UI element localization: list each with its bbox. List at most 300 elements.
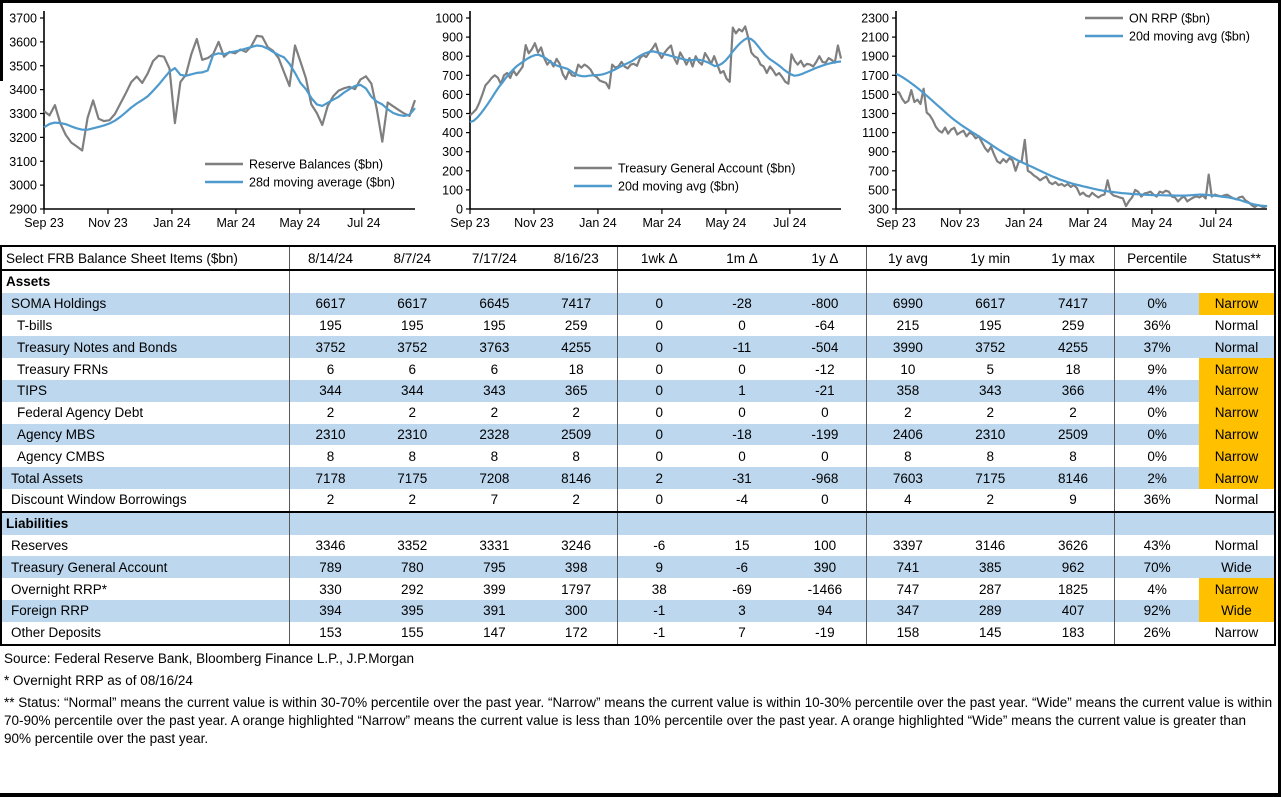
value-cell: -1: [617, 622, 700, 645]
legend-label: ON RRP ($bn): [1129, 11, 1211, 26]
y-tick-label: 3200: [9, 130, 37, 145]
value-cell: 287: [978, 581, 1002, 597]
value-cell: 780: [401, 559, 424, 575]
value-cell: 300: [564, 603, 588, 619]
y-tick-label: 700: [442, 68, 463, 83]
value-cell: 2: [867, 402, 949, 424]
value-cell: 8: [289, 445, 371, 467]
value-cell: 2: [617, 467, 700, 489]
table-row: [1, 315, 1275, 337]
percentile-cell: 4%: [1115, 380, 1199, 402]
y-tick-label: 0: [456, 202, 463, 217]
value-cell: 395: [401, 603, 424, 619]
value-cell: 0: [617, 336, 700, 358]
frame-edge: [0, 3, 3, 81]
table-row: [1, 622, 1275, 645]
x-tick-label: Jul 24: [773, 216, 807, 230]
x-tick-label: Jan 24: [579, 216, 617, 230]
table-row: [1, 445, 1275, 467]
column-header: 1y min: [949, 246, 1032, 270]
y-tick-label: 400: [442, 126, 463, 141]
value-cell: 0: [617, 358, 700, 380]
value-cell: 795: [483, 559, 506, 575]
row-label: Total Assets: [11, 470, 84, 486]
x-tick-label: Sep 23: [450, 216, 490, 230]
table-row: [1, 578, 1275, 600]
value-cell: 3346: [289, 535, 371, 557]
value-cell: [1032, 270, 1115, 293]
value-cell: 6617: [397, 296, 428, 312]
value-cell: 3763: [479, 339, 510, 355]
value-cell: -18: [732, 426, 752, 442]
value-cell: 344: [289, 380, 371, 402]
y-tick-label: 3100: [9, 154, 37, 169]
value-cell: -31: [732, 470, 752, 486]
y-tick-label: 3500: [9, 59, 37, 74]
table-header-row: [1, 246, 1275, 270]
value-cell: 15: [734, 537, 750, 553]
value-cell: -504: [811, 339, 839, 355]
status-cell: Narrow: [1199, 578, 1275, 600]
status-cell: Wide: [1221, 559, 1252, 575]
table-row: [1, 293, 1275, 315]
y-tick-label: 3600: [9, 35, 37, 50]
value-cell: -28: [732, 296, 752, 312]
y-tick-label: 1500: [861, 87, 889, 102]
status-cell: Narrow: [1199, 358, 1275, 380]
y-tick-label: 2300: [861, 11, 889, 26]
value-cell: [371, 270, 453, 293]
value-cell: 2310: [289, 424, 371, 446]
status-cell: Narrow: [1199, 402, 1275, 424]
percentile-cell: 0%: [1115, 424, 1199, 446]
percentile-cell: 9%: [1115, 358, 1199, 380]
status-cell: Narrow: [1214, 625, 1259, 641]
y-tick-label: 1100: [862, 126, 889, 141]
value-cell: 391: [483, 603, 506, 619]
value-cell: 153: [289, 622, 371, 645]
percentile-cell: 70%: [1115, 556, 1199, 578]
x-tick-label: May 24: [1131, 216, 1173, 230]
value-cell: 3752: [397, 339, 428, 355]
value-cell: -1: [617, 600, 700, 622]
value-cell: 2509: [561, 426, 592, 442]
value-cell: 0: [617, 402, 700, 424]
value-cell: 0: [738, 361, 746, 377]
value-cell: 4255: [561, 339, 592, 355]
value-cell: -199: [811, 426, 839, 442]
y-tick-label: 900: [868, 145, 889, 160]
value-cell: 343: [978, 383, 1002, 399]
legend-label: Reserve Balances ($bn): [249, 157, 384, 172]
value-cell: -6: [736, 559, 749, 575]
status-footnote: ** Status: “Normal” means the current value is within 30-70% percentile over the past year. “Narrow” means the current value is within 10-30% percentile over the past year. “Wide” means the current value is within 70-90% percentile over the past year. A orange highlighted “Narrow” means the current value is less than 10% percentile over the past year. A orange highlighted “Wide” means the current value is greater than 90% percentile over the past year.: [4, 694, 1273, 746]
value-cell: [867, 270, 949, 293]
status-cell: Narrow: [1199, 293, 1275, 315]
column-header: Status**: [1199, 246, 1275, 270]
value-cell: 0: [821, 448, 829, 464]
row-label: Treasury General Account: [11, 559, 168, 575]
table-row: [1, 380, 1275, 402]
value-cell: [371, 512, 453, 535]
table-row: [1, 600, 1275, 622]
percentile-cell: 26%: [1115, 622, 1199, 645]
row-label: Other Deposits: [11, 625, 102, 641]
reserve-balances-chart: [0, 6, 424, 239]
percentile-cell: 0%: [1115, 402, 1199, 424]
percentile-cell: 2%: [1115, 467, 1199, 489]
value-cell: [701, 512, 784, 535]
value-cell: 3397: [867, 535, 949, 557]
value-cell: 8: [572, 448, 580, 464]
value-cell: 7417: [561, 296, 592, 312]
value-cell: 8: [1069, 448, 1077, 464]
value-cell: -800: [811, 296, 839, 312]
value-cell: -6: [617, 535, 700, 557]
row-label: Discount Window Borrowings: [11, 492, 187, 508]
table-row: [1, 535, 1275, 557]
percentile-cell: 92%: [1115, 600, 1199, 622]
value-cell: 292: [401, 581, 424, 597]
percentile-cell: 0%: [1115, 445, 1199, 467]
value-cell: -11: [732, 339, 752, 355]
table-row: [1, 467, 1275, 489]
value-cell: 8: [986, 448, 994, 464]
value-cell: 195: [978, 317, 1002, 333]
value-cell: 7208: [479, 470, 510, 486]
y-tick-label: 2100: [861, 30, 889, 45]
value-cell: 0: [617, 424, 700, 446]
section-row: [1, 512, 1275, 535]
column-header: 1y max: [1032, 246, 1115, 270]
y-tick-label: 2900: [9, 202, 37, 217]
value-cell: [1032, 512, 1115, 535]
row-label: Liabilities: [6, 516, 69, 532]
table-row: [1, 402, 1275, 424]
x-tick-label: Jan 24: [1005, 216, 1043, 230]
row-label: Federal Agency Debt: [17, 405, 144, 421]
legend-label: 20d moving avg ($bn): [1129, 29, 1250, 44]
x-tick-label: Nov 23: [514, 216, 554, 230]
value-cell: 3990: [867, 336, 949, 358]
value-cell: 6617: [289, 293, 371, 315]
value-cell: 9: [1069, 492, 1077, 508]
value-cell: 18: [1065, 361, 1081, 377]
value-cell: 7: [490, 492, 499, 508]
value-cell: [453, 270, 535, 293]
value-cell: 741: [867, 556, 949, 578]
row-label: Treasury FRNs: [17, 361, 109, 377]
table-row: [1, 336, 1275, 358]
y-tick-label: 1000: [435, 11, 463, 26]
percentile-cell: 36%: [1115, 489, 1199, 512]
table-body: [1, 270, 1275, 645]
value-cell: 2406: [867, 424, 949, 446]
row-label: Overnight RRP*: [11, 581, 108, 597]
series-28d-moving-average-bn: [44, 46, 415, 130]
status-cell: Normal: [1214, 339, 1259, 355]
value-cell: 962: [1061, 559, 1085, 575]
value-cell: 7175: [397, 470, 428, 486]
value-cell: 0: [821, 492, 829, 508]
value-cell: 2: [408, 405, 417, 421]
y-tick-label: 500: [442, 107, 463, 121]
y-tick-label: 100: [442, 183, 463, 198]
y-tick-label: 1700: [861, 68, 889, 83]
value-cell: 0: [617, 445, 700, 467]
value-cell: -12: [815, 361, 835, 377]
y-tick-label: 700: [868, 164, 889, 179]
value-cell: 3146: [975, 537, 1006, 553]
value-cell: 7: [738, 625, 746, 641]
value-cell: 1825: [1058, 581, 1089, 597]
value-cell: 366: [1061, 383, 1085, 399]
value-cell: -69: [732, 581, 752, 597]
rrp-footnote: * Overnight RRP as of 08/16/24: [4, 672, 193, 688]
status-cell: Normal: [1214, 492, 1259, 508]
value-cell: 215: [867, 315, 949, 337]
value-cell: -968: [811, 470, 839, 486]
status-cell: Narrow: [1199, 424, 1275, 446]
value-cell: [949, 512, 1032, 535]
y-tick-label: 1300: [861, 107, 889, 121]
value-cell: 0: [738, 448, 746, 464]
value-cell: 195: [289, 315, 371, 337]
value-cell: [949, 270, 1032, 293]
treasury-general-account-chart: [426, 6, 850, 239]
charts-row: [0, 3, 1278, 241]
value-cell: 385: [978, 559, 1002, 575]
status-cell: Normal: [1214, 317, 1259, 333]
row-label: Treasury Notes and Bonds: [17, 339, 178, 355]
x-tick-label: Sep 23: [24, 216, 64, 230]
value-cell: -4: [736, 492, 749, 508]
value-cell: 7178: [289, 467, 371, 489]
value-cell: 1: [738, 383, 746, 399]
value-cell: 3626: [1058, 537, 1089, 553]
percentile-cell: 43%: [1115, 535, 1199, 557]
value-cell: 330: [289, 578, 371, 600]
value-cell: 4255: [1058, 339, 1089, 355]
value-cell: 7417: [1058, 296, 1089, 312]
status-cell: Narrow: [1199, 467, 1275, 489]
value-cell: 6: [289, 358, 371, 380]
y-tick-label: 3700: [9, 11, 37, 26]
value-cell: 0: [738, 317, 746, 333]
value-cell: 407: [1061, 603, 1085, 619]
percentile-cell: 0%: [1115, 293, 1199, 315]
balance-sheet-table: [0, 245, 1276, 646]
source-note: Source: Federal Reserve Bank, Bloomberg Finance L.P., J.P.Morgan: [4, 650, 414, 666]
on-rrp-chart-panel: [852, 6, 1278, 241]
row-label: Agency MBS: [17, 426, 96, 442]
value-cell: 145: [978, 625, 1002, 641]
value-cell: [289, 512, 371, 535]
on-rrp-chart: [852, 6, 1276, 239]
x-tick-label: May 24: [705, 216, 747, 230]
value-cell: 5: [986, 361, 994, 377]
x-tick-label: Nov 23: [940, 216, 980, 230]
value-cell: 0: [617, 315, 700, 337]
table-row: [1, 489, 1275, 512]
value-cell: 1797: [561, 581, 592, 597]
value-cell: -64: [815, 317, 835, 333]
value-cell: 3352: [397, 537, 428, 553]
column-header: 1y Δ: [784, 246, 867, 270]
value-cell: 8: [867, 445, 949, 467]
value-cell: 394: [289, 600, 371, 622]
value-cell: 347: [867, 600, 949, 622]
value-cell: -19: [815, 625, 835, 641]
column-header: 8/7/24: [371, 246, 453, 270]
x-tick-label: Nov 23: [88, 216, 128, 230]
value-cell: 183: [1061, 625, 1085, 641]
value-cell: 2310: [397, 426, 428, 442]
value-cell: 2328: [479, 426, 510, 442]
status-cell: Normal: [1214, 537, 1259, 553]
value-cell: 6: [408, 361, 417, 377]
value-cell: 2: [408, 492, 417, 508]
row-label: T-bills: [17, 317, 53, 333]
y-tick-label: 3400: [9, 83, 37, 98]
column-header: 1y avg: [867, 246, 949, 270]
value-cell: 259: [1061, 317, 1085, 333]
value-cell: 155: [401, 625, 424, 641]
y-tick-label: 3300: [9, 107, 37, 121]
x-tick-label: Sep 23: [876, 216, 916, 230]
value-cell: [289, 270, 371, 293]
y-tick-label: 500: [868, 183, 889, 198]
legend-label: 20d moving avg ($bn): [618, 179, 739, 194]
value-cell: [617, 512, 700, 535]
value-cell: 8146: [561, 470, 592, 486]
value-cell: 10: [867, 358, 949, 380]
row-label: TIPS: [17, 383, 48, 399]
row-label: Agency CMBS: [17, 448, 105, 464]
value-cell: 344: [401, 383, 424, 399]
table-row: [1, 424, 1275, 446]
value-cell: 3331: [479, 537, 510, 553]
value-cell: 158: [867, 622, 949, 645]
value-cell: 2: [572, 492, 580, 508]
value-cell: [784, 512, 867, 535]
value-cell: 6: [490, 361, 499, 377]
value-cell: [867, 512, 949, 535]
value-cell: 358: [867, 380, 949, 402]
status-cell: Narrow: [1199, 380, 1275, 402]
row-label: Assets: [6, 274, 51, 290]
value-cell: 2: [490, 405, 499, 421]
value-cell: 2: [289, 489, 371, 512]
value-cell: 6645: [479, 296, 510, 312]
value-cell: 399: [483, 581, 506, 597]
value-cell: 6617: [975, 296, 1006, 312]
value-cell: -1466: [807, 581, 843, 597]
x-tick-label: Jan 24: [153, 216, 191, 230]
status-cell: Narrow: [1199, 445, 1275, 467]
y-tick-label: 600: [442, 87, 463, 102]
value-cell: [535, 270, 617, 293]
value-cell: 398: [564, 559, 588, 575]
value-cell: 3: [738, 603, 746, 619]
reserve-balances-chart-panel: [0, 6, 426, 241]
status-cell: [1199, 512, 1275, 535]
value-cell: 289: [978, 603, 1002, 619]
value-cell: 2: [986, 492, 994, 508]
footnotes: [0, 646, 1278, 748]
value-cell: 38: [617, 578, 700, 600]
column-header: 1wk Δ: [617, 246, 700, 270]
value-cell: 390: [813, 559, 837, 575]
value-cell: 2310: [975, 426, 1006, 442]
legend-label: 28d moving average ($bn): [249, 175, 395, 190]
percentile-cell: 36%: [1115, 315, 1199, 337]
value-cell: 747: [867, 578, 949, 600]
percentile-cell: 4%: [1115, 578, 1199, 600]
value-cell: 0: [617, 293, 700, 315]
value-cell: [784, 270, 867, 293]
value-cell: 2: [289, 402, 371, 424]
column-header: 1m Δ: [701, 246, 784, 270]
value-cell: 0: [617, 380, 700, 402]
value-cell: 3752: [975, 339, 1006, 355]
table-header: [1, 246, 1275, 270]
section-row: [1, 270, 1275, 293]
x-tick-label: Mar 24: [1068, 216, 1108, 230]
x-tick-label: Mar 24: [642, 216, 682, 230]
value-cell: 2: [1069, 405, 1077, 421]
series-on-rrp-bn: [896, 89, 1267, 208]
value-cell: 9: [617, 556, 700, 578]
value-cell: 172: [564, 625, 588, 641]
table-row: [1, 556, 1275, 578]
value-cell: 0: [821, 405, 829, 421]
status-cell: Wide: [1199, 600, 1275, 622]
value-cell: 789: [289, 556, 371, 578]
x-tick-label: Jul 24: [347, 216, 381, 230]
x-tick-label: May 24: [279, 216, 321, 230]
y-tick-label: 800: [442, 49, 463, 64]
value-cell: 100: [813, 537, 837, 553]
y-tick-label: 300: [868, 202, 889, 217]
value-cell: 8146: [1058, 470, 1089, 486]
value-cell: 365: [564, 383, 588, 399]
value-cell: [453, 512, 535, 535]
value-cell: [535, 512, 617, 535]
value-cell: -21: [815, 383, 835, 399]
column-header: 7/17/24: [453, 246, 535, 270]
column-header: 8/14/24: [289, 246, 371, 270]
value-cell: 3752: [289, 336, 371, 358]
value-cell: 8: [490, 448, 499, 464]
column-header: Percentile: [1115, 246, 1199, 270]
percentile-cell: [1115, 270, 1199, 293]
value-cell: 2509: [1058, 426, 1089, 442]
value-cell: 2: [572, 405, 580, 421]
x-tick-label: Jul 24: [1199, 216, 1233, 230]
row-label: Foreign RRP: [11, 603, 90, 619]
column-header: 8/16/23: [535, 246, 617, 270]
y-tick-label: 900: [442, 30, 463, 45]
table-row: [1, 358, 1275, 380]
value-cell: 343: [483, 383, 506, 399]
treasury-general-account-chart-panel: [426, 6, 852, 241]
value-cell: 195: [483, 317, 506, 333]
value-cell: 94: [817, 603, 833, 619]
value-cell: 7175: [975, 470, 1006, 486]
y-tick-label: 200: [442, 164, 463, 179]
percentile-cell: 37%: [1115, 336, 1199, 358]
